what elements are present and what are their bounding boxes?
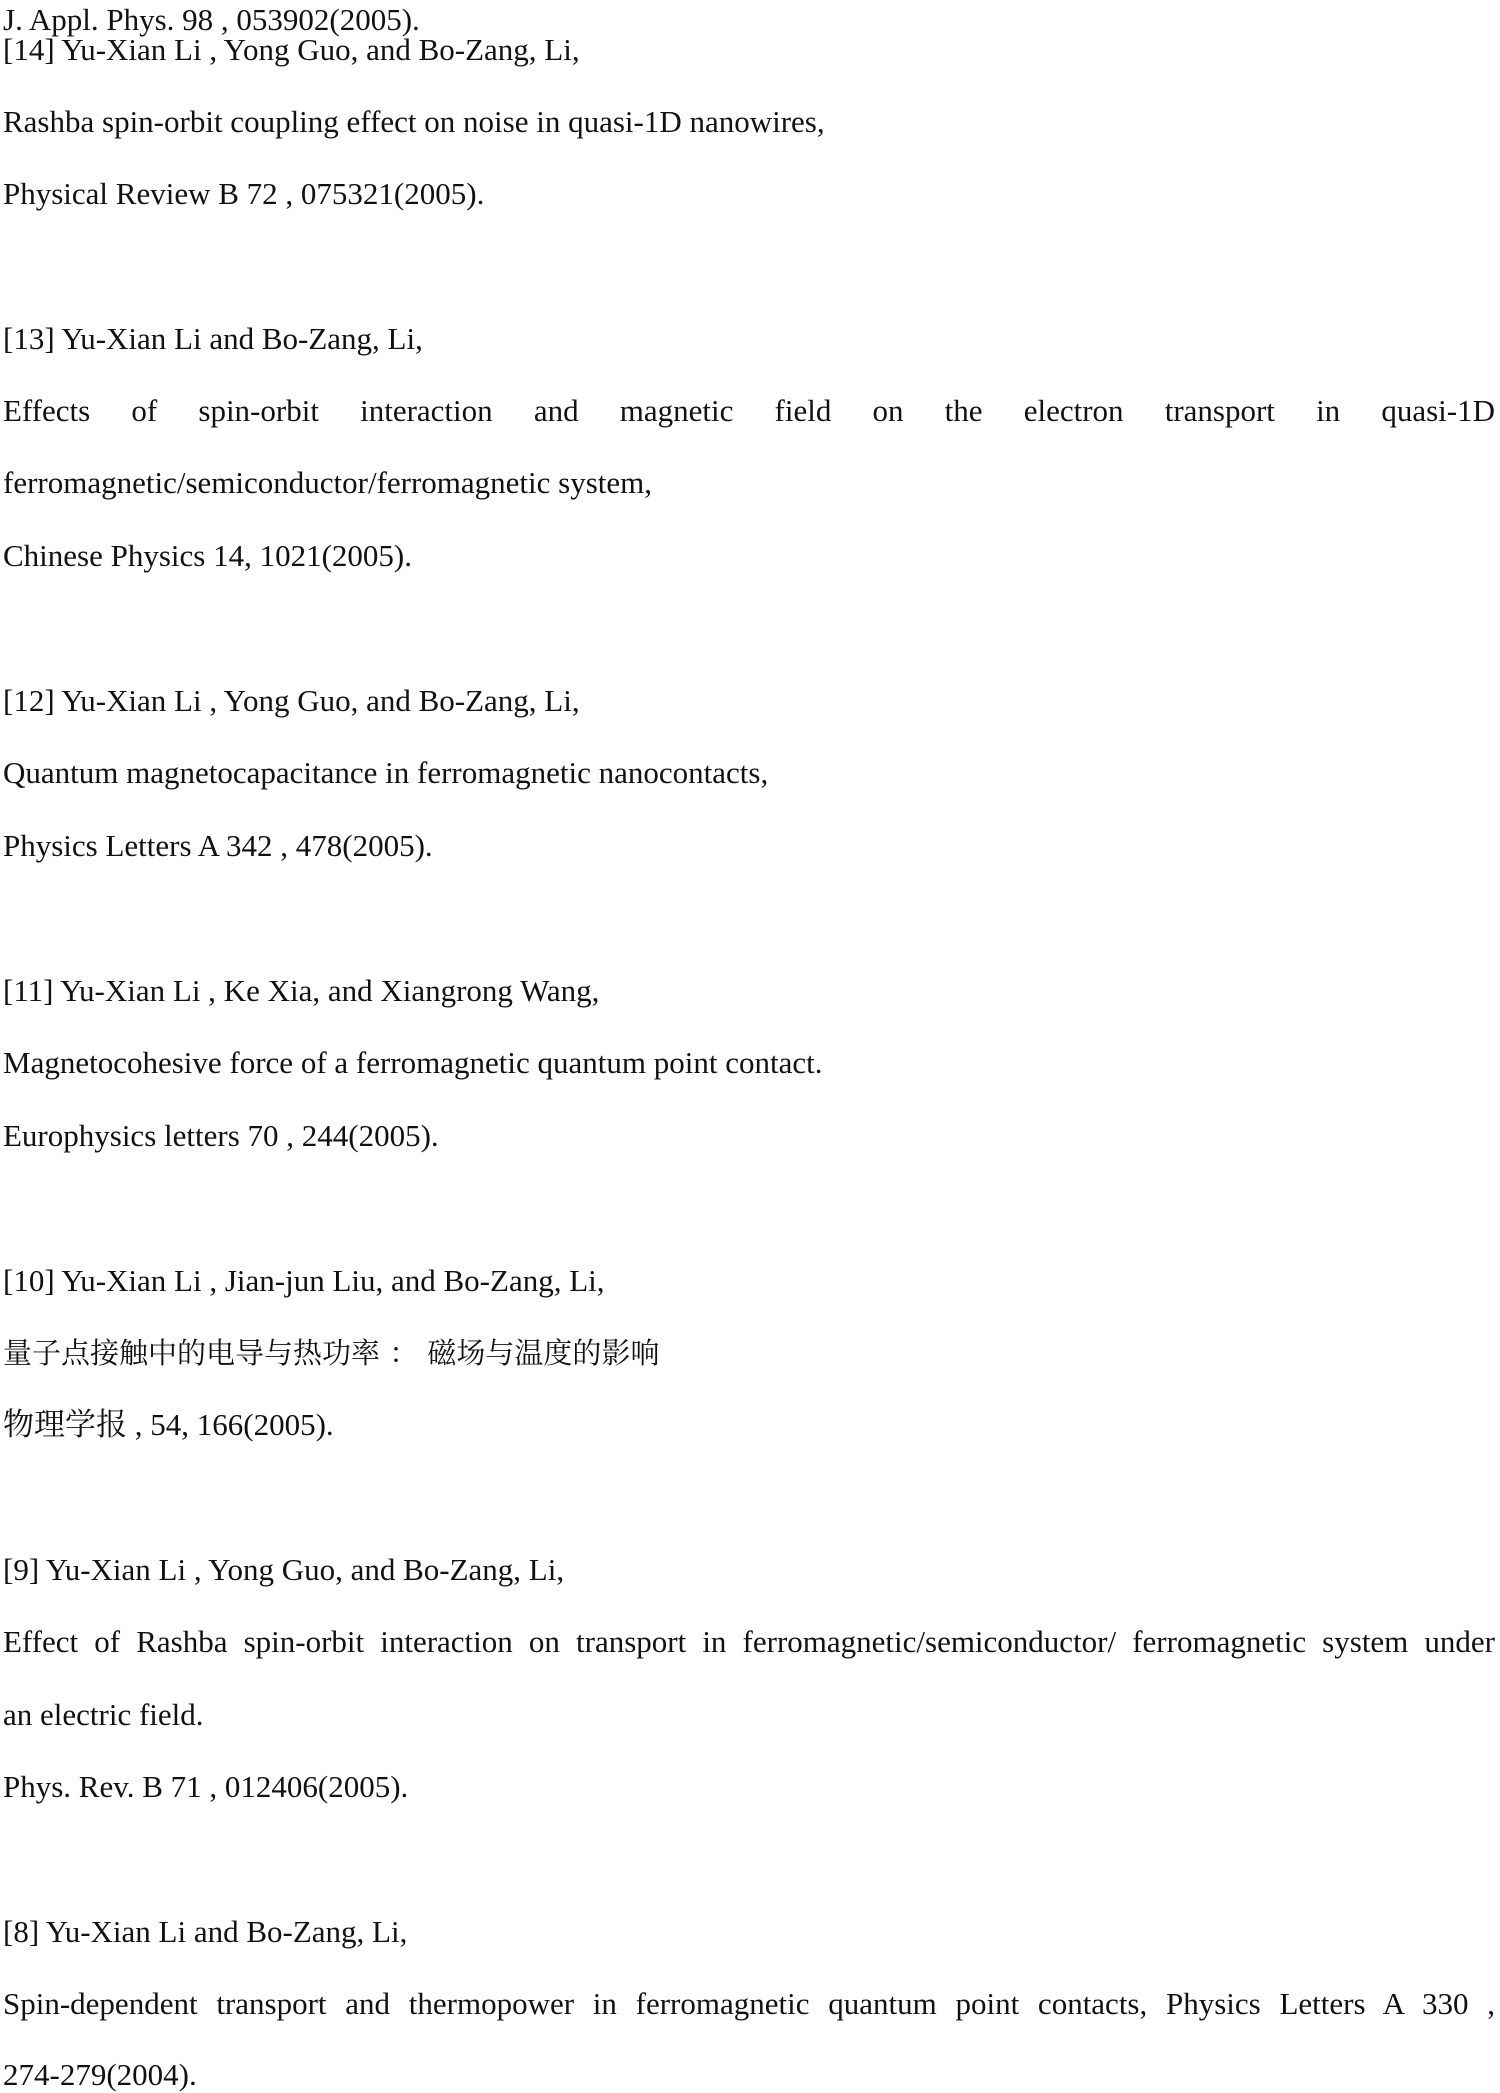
ref-11-title: Magnetocohesive force of a ferromagnetic quantum point contact. — [3, 1045, 823, 1080]
ref-11-authors: [11] Yu-Xian Li , Ke Xia, and Xiangrong Wang, — [3, 973, 600, 1008]
text-line-journal-ref: J. Appl. Phys. 98 , 053902(2005). — [3, 2, 420, 37]
ref-9-title-line-2: an electric field. — [3, 1697, 204, 1732]
ref-12-title: Quantum magnetocapacitance in ferromagnetic nanocontacts, — [3, 755, 769, 790]
ref-10-title: 量子点接触中的电导与热功率 ： 磁场与温度的影响 — [3, 1336, 660, 1370]
ref-14-authors: [14] Yu-Xian Li , Yong Guo, and Bo-Zang, Li, — [3, 32, 580, 67]
ref-9-journal: Phys. Rev. B 71 , 012406(2005). — [3, 1769, 409, 1804]
ref-12-journal: Physics Letters A 342 , 478(2005). — [3, 828, 433, 863]
ref-10-journal: 物理学报 , 54, 166(2005). — [3, 1407, 334, 1442]
ref-14-title: Rashba spin-orbit coupling effect on noise in quasi-1D nanowires, — [3, 104, 825, 139]
ref-13-title-line-1: Effects of spin-orbit interaction and magnetic field on the electron transport in quasi-1D — [3, 393, 1495, 428]
ref-11-journal: Europhysics letters 70 , 244(2005). — [3, 1118, 439, 1153]
ref-9-title-line-1: Effect of Rashba spin-orbit interaction on transport in ferromagnetic/semiconductor/ ferromagnetic system under — [3, 1624, 1495, 1659]
ref-13-authors: [13] Yu-Xian Li and Bo-Zang, Li, — [3, 321, 423, 356]
ref-13-journal: Chinese Physics 14, 1021(2005). — [3, 538, 413, 573]
ref-9-authors: [9] Yu-Xian Li , Yong Guo, and Bo-Zang, Li, — [3, 1552, 565, 1587]
ref-8-pages: 274-279(2004). — [3, 2057, 197, 2092]
ref-14-journal: Physical Review B 72 , 075321(2005). — [3, 176, 485, 211]
ref-13-title-line-2: ferromagnetic/semiconductor/ferromagnetic system, — [3, 465, 653, 500]
ref-8-authors: [8] Yu-Xian Li and Bo-Zang, Li, — [3, 1914, 408, 1949]
ref-12-authors: [12] Yu-Xian Li , Yong Guo, and Bo-Zang, Li, — [3, 683, 580, 718]
ref-8-title-line-1: Spin-dependent transport and thermopower in ferromagnetic quantum point contacts, Physics Letters A 330 , — [3, 1986, 1495, 2021]
ref-10-authors: [10] Yu-Xian Li , Jian-jun Liu, and Bo-Zang, Li, — [3, 1263, 605, 1298]
